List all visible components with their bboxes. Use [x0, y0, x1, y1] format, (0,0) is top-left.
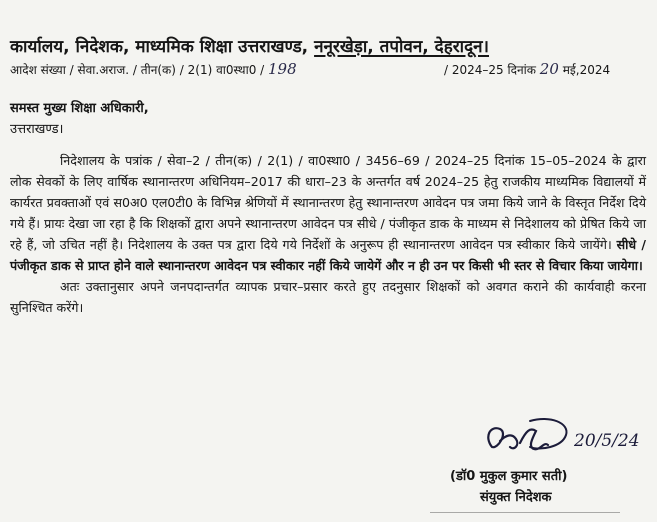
order-date-day: 20	[539, 60, 559, 78]
paragraph-2: अतः उक्तानुसार अपने जनपदान्तर्गत व्यापक प्रचार–प्रसार करते हुए तदनुसार शिक्षकों को अवगत कराने की कार्यवाही करना सुनिश्चित करेंगे।	[10, 279, 646, 315]
paragraph-1-emphasis: सीधे / पंजीकृत डाक से प्राप्त होने वाले स्थानान्तरण आवेदन पत्र स्वीकार नहीं किये जायेगें और न ही उन पर किसी भी स्तर से विचार किया जायेगा।	[10, 237, 646, 273]
addressee-title: समस्त मुख्य शिक्षा अधिकारी,	[10, 101, 149, 116]
order-ref-prefix: आदेश संख्या / सेवा.अराज. / तीन(क) / 2(1) वा0स्था0 /	[10, 63, 265, 77]
handwritten-signature	[470, 417, 646, 463]
signatory-name: (डॉ0 मुकुल कुमार सती)	[450, 469, 568, 484]
signatory-designation: संयुक्त निदेशक	[480, 490, 552, 505]
order-number	[10, 60, 297, 78]
paragraph-1	[10, 150, 646, 276]
order-date-prefix: / 2024–25 दिनांक	[444, 63, 536, 77]
paragraph-1-text: निदेशालय के पत्रांक / सेवा–2 / तीन(क) / 2(1) / वा0स्था0 / 3456–69 / 2024–25 दिनांक 15–05–2024 के द्वारा लोक सेवकों के लिए वार्षिक स्थानान्तरण अधिनियम–2017 की धारा–23 के अन्तर्गत वर्ष 2024–25 हेतु राजकीय माध्यमिक विद्यालयों में कार्यरत प्रवक्ताओं एवं स0अ0 एल0टी0 के विभिन्न श्रेणियों में स्थानान्तरण हेतु स्थानान्तरण आवेदन पत्र जमा किये जाने के विस्तृत निर्देश दिये गये हैं। प्रायः देखा जा रहा है कि शिक्षकों द्वारा अपने स्थानान्तरण आवेदन पत्र सीधे / पंजीकृत डाक के माध्यम से निदेशालय को प्रेषित किये जा रहे हैं, जो उचित नहीं है। निदेशालय के उक्त पत्र द्वारा दिये गये निर्देशों के अनुरूप ही स्थानान्तरण आवेदन पत्र स्वीकार किये जायेंगे।	[10, 153, 646, 252]
signature-date: 20/5/24	[574, 431, 640, 451]
order-date-suffix: मई,2024	[562, 63, 611, 77]
addressee-state: उत्तराखण्ड।	[10, 122, 64, 137]
letter-body	[10, 150, 646, 318]
order-date	[444, 60, 610, 78]
letterhead	[10, 34, 650, 57]
order-ref-number: 198	[268, 60, 297, 78]
office-location: ननूरखेड़ा, तपोवन, देहरादून।	[314, 37, 489, 57]
order-reference-line	[10, 60, 650, 80]
office-title: कार्यालय, निदेशक, माध्यमिक शिक्षा उत्तराखण्ड,	[10, 37, 309, 57]
